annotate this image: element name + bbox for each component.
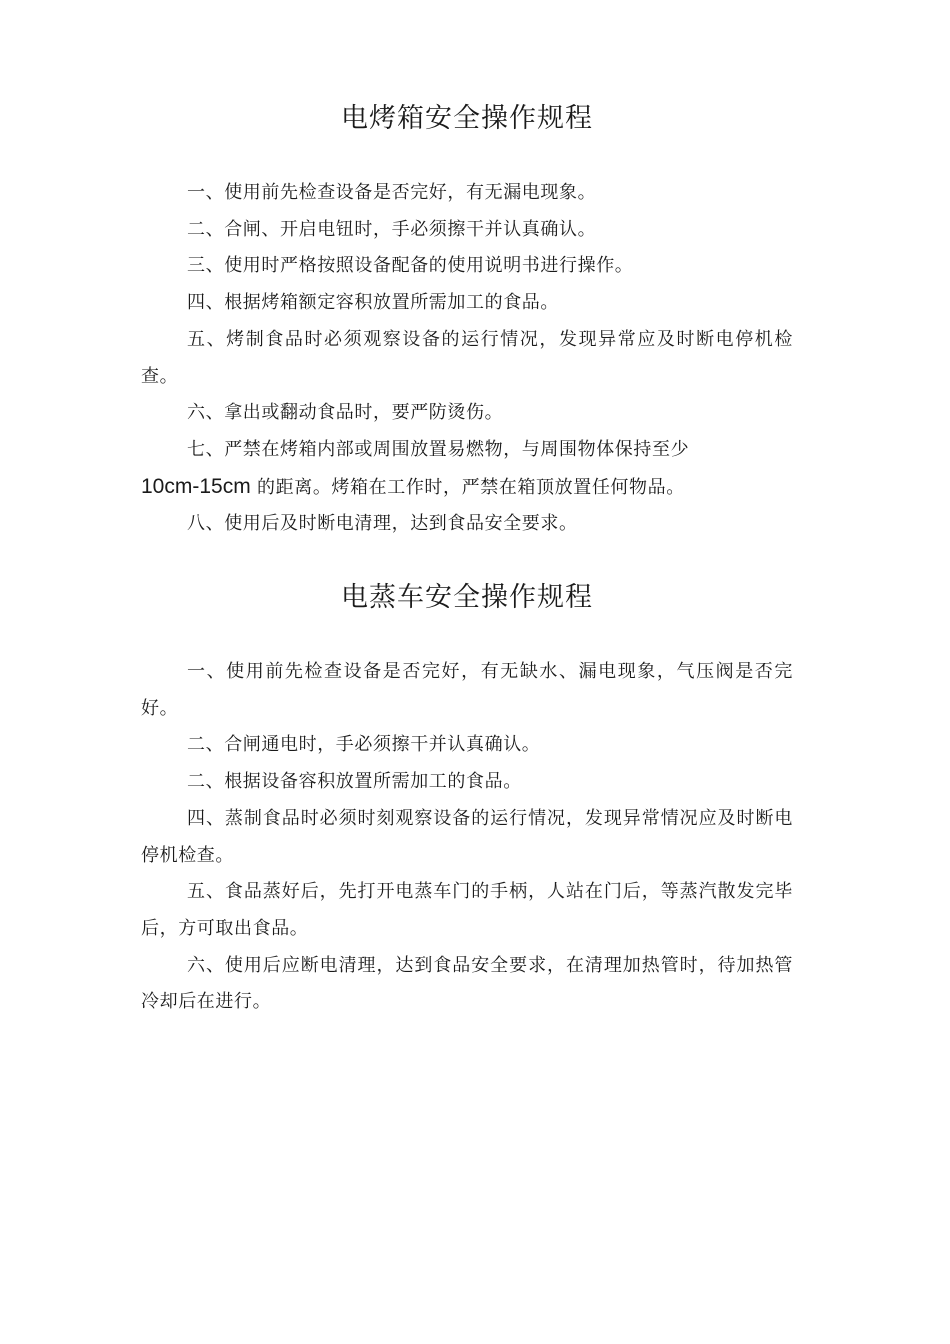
rule-item: 四、根据烤箱额定容积放置所需加工的食品。 bbox=[187, 292, 559, 314]
rule-item: 五、食品蒸好后，先打开电蒸车门的手柄，人站在门后，等蒸汽散发完毕后，方可取出食品。 bbox=[141, 881, 793, 939]
rule-item: 一、使用前先检查设备是否完好，有无缺水、漏电现象，气压阀是否完好。 bbox=[141, 661, 793, 719]
rule-text: 的距离。烤箱在工作时，严禁在箱顶放置任何物品。 bbox=[257, 476, 685, 498]
distance-value: 10cm-15cm bbox=[141, 474, 251, 498]
rules-list bbox=[141, 175, 793, 543]
steamer-safety-section bbox=[141, 575, 793, 1021]
oven-safety-section bbox=[141, 96, 793, 543]
document-content bbox=[141, 96, 793, 1021]
rule-item: 八、使用后及时断电清理，达到食品安全要求。 bbox=[187, 513, 578, 535]
rule-item: 二、合闸通电时，手必须擦干并认真确认。 bbox=[187, 734, 541, 756]
rule-item: 二、合闸、开启电钮时，手必须擦干并认真确认。 bbox=[187, 218, 597, 240]
rules-list bbox=[141, 654, 793, 1021]
rule-text: 七、严禁在烤箱内部或周围放置易燃物，与周围物体保持至少 bbox=[187, 438, 690, 460]
rule-item: 二、根据设备容积放置所需加工的食品。 bbox=[187, 771, 522, 793]
rule-item: 四、蒸制食品时必须时刻观察设备的运行情况，发现异常情况应及时断电停机检查。 bbox=[141, 807, 793, 866]
rule-item bbox=[141, 432, 793, 506]
section-title: 电蒸车安全操作规程 bbox=[341, 582, 593, 614]
rule-item: 六、使用后应断电清理，达到食品安全要求，在清理加热管时，待加热管冷却后在进行。 bbox=[141, 954, 793, 1013]
rule-item: 一、使用前先检查设备是否完好，有无漏电现象。 bbox=[187, 182, 597, 203]
rule-item: 六、拿出或翻动食品时，要严防烫伤。 bbox=[187, 402, 504, 424]
section-title: 电烤箱安全操作规程 bbox=[341, 103, 593, 134]
rule-item: 五、烤制食品时必须观察设备的运行情况，发现异常应及时断电停机检查。 bbox=[141, 328, 793, 387]
rule-item: 三、使用时严格按照设备配备的使用说明书进行操作。 bbox=[187, 255, 634, 277]
